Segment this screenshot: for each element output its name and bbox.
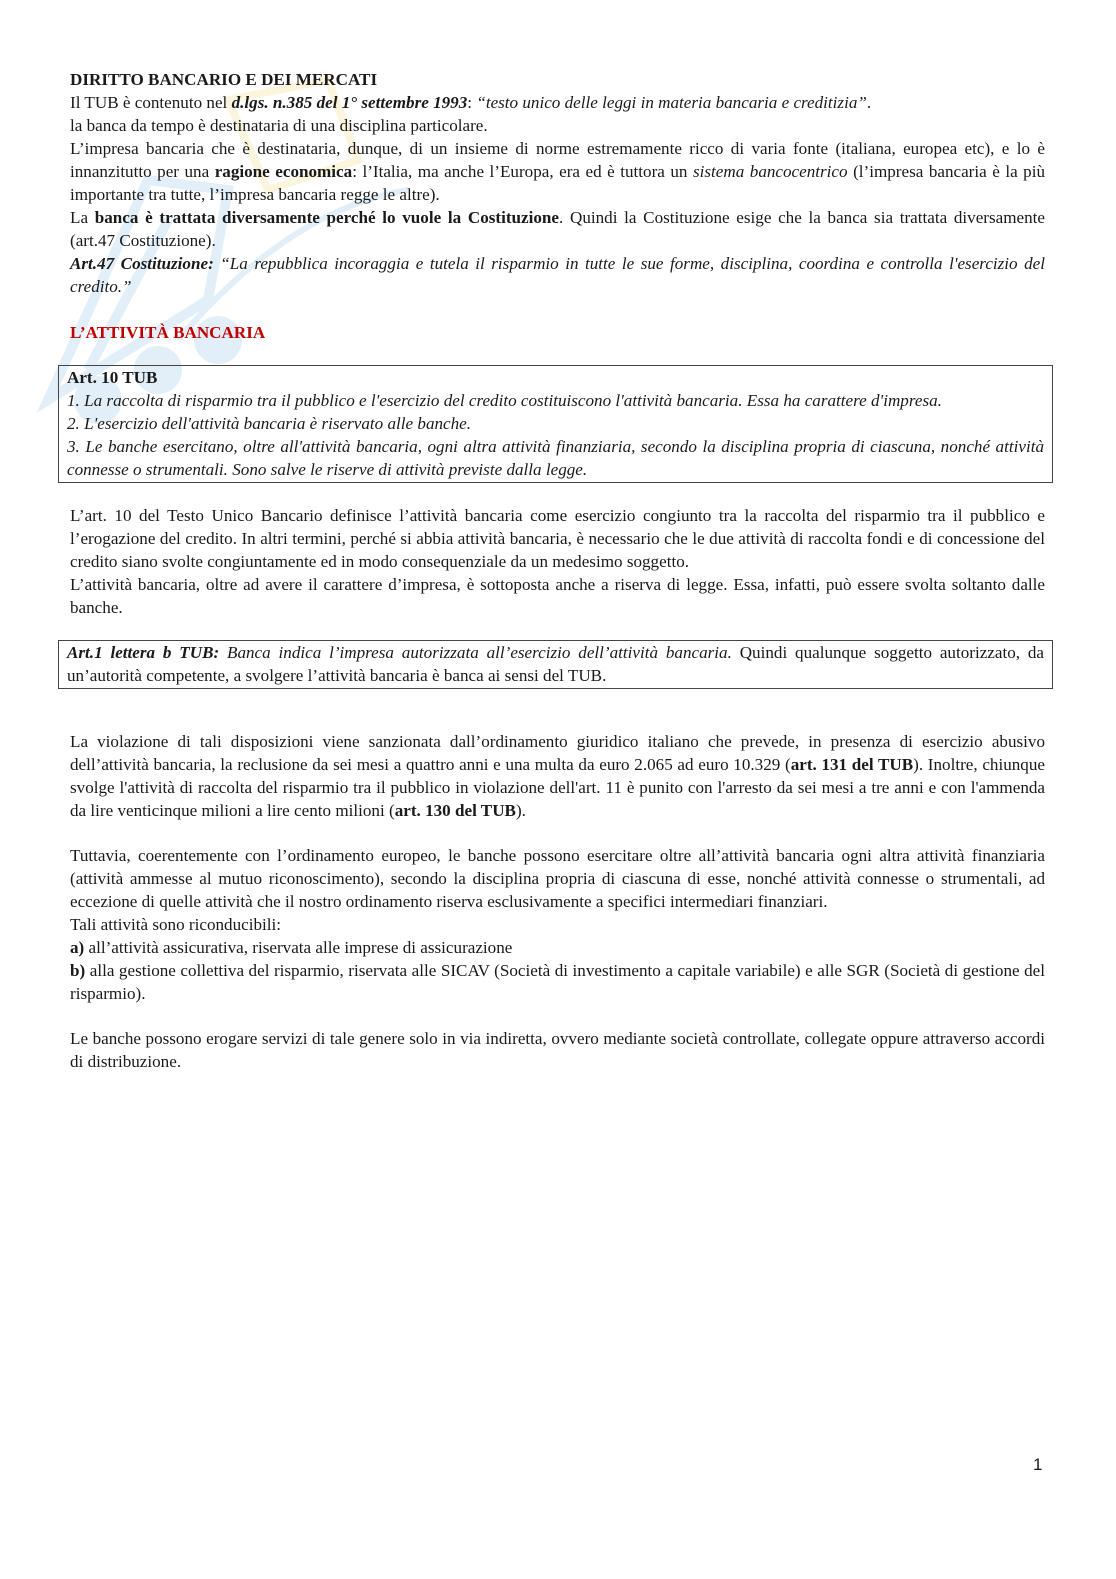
art10-heading: Art. 10 TUB — [67, 368, 158, 387]
list-item-a — [70, 936, 1045, 959]
art10-box — [58, 365, 1053, 483]
text-run: La violazione di tali disposizioni viene sanzionata dall’ordinamento giuridico italiano che prevede, in presenza di esercizio abusivo dell’attività bancaria, la reclusione da sei mesi a quattro anni e una multa da euro 2.065 ad euro 10.329 ( — [70, 732, 1045, 774]
list-text-a: all’attività assicurativa, riservata alle imprese di assicurazione — [84, 938, 513, 957]
text-run: : l’Italia, ma anche l’Europa, era ed è tuttora un — [352, 162, 693, 181]
text-run: (l’impresa bancaria è la più importante tra tutte, l’impresa bancaria regge le altre). — [70, 162, 1046, 204]
art1-text — [67, 641, 1044, 687]
list-label-b: b) — [70, 961, 86, 980]
text-run: . — [866, 93, 872, 112]
body-paragraph-art10: L’art. 10 del Testo Unico Bancario definisce l’attività bancaria come esercizio congiunto tra la raccolta del risparmio tra il pubblico e l’erogazione del credito. In altri termini, perché si abbia attività bancaria, è necessario che le due attività di raccolta fondi e di concessione del credito siano svolte congiuntamente ed in modo consequenziale da un medesimo soggetto. — [70, 506, 1045, 571]
art10-comma-3: 3. Le banche esercitano, oltre all'attività bancaria, ogni altra attività finanziaria, secondo la disciplina propria di ciascuna, nonché attività connesse o strumentali. Sono salve le riserve di attività previste dalla legge. — [67, 437, 1044, 479]
art131-reference: art. 131 del TUB — [790, 755, 914, 774]
page-number: 1 — [1033, 1455, 1043, 1474]
art47-text: “La repubblica incoraggia e tutela il risparmio in tutte le sue forme, disciplina, coordina e controlla l'esercizio del credito.” — [70, 254, 1045, 296]
emphasis-sistema-bancocentrico: sistema bancocentrico — [692, 162, 848, 181]
art1-definition: Banca indica l’impresa autorizzata all’esercizio dell’attività bancaria. — [219, 643, 732, 662]
art47-quote — [70, 252, 1045, 298]
tuttavia-paragraph: Tuttavia, coerentemente con l’ordinamento europeo, le banche possono esercitare oltre all’attività bancaria ogni altra attività finanziaria (attività ammesse al mutuo riconoscimento), secondo la disciplina propria di ciascuna di esse, nonché attività connesse o strumentali, ad eccezione di quelle attività che il nostro ordinamento riserva esclusivamente a specifici intermediari finanziari. — [70, 846, 1045, 911]
art47-label: Art.47 Costituzione: — [70, 254, 214, 273]
text-run: ). — [515, 801, 526, 820]
art130-reference: art. 130 del TUB — [394, 801, 516, 820]
intro-paragraph-impresa — [70, 137, 1045, 206]
emphasis-ragione-economica: ragione economica — [214, 162, 353, 181]
document-title: DIRITTO BANCARIO E DEI MERCATI — [70, 70, 378, 89]
intro-paragraph-discipline: la banca da tempo è destinataria di una disciplina particolare. — [70, 116, 488, 135]
last-paragraph: Le banche possono erogare servizi di tale genere solo in via indiretta, ovvero mediante società controllate, collegate oppure attraverso accordi di distribuzione. — [70, 1029, 1045, 1071]
decree-reference: d.lgs. n.385 del 1° settembre 1993 — [231, 93, 468, 112]
text-run: . Quindi la Costituzione esige che la banca sia trattata diversamente (art.47 Costituzione). — [70, 208, 1045, 250]
list-label-a: a) — [70, 938, 85, 957]
emphasis-costituzione: banca è trattata diversamente perché lo vuole la Costituzione — [94, 208, 560, 227]
intro-paragraph-costituzione — [70, 206, 1045, 252]
art1-comment: Quindi qualunque soggetto autorizzato, da un’autorità competente, a svolgere l’attività bancaria è banca ai sensi del TUB. — [67, 643, 1044, 685]
text-run: Il TUB è contenuto nel — [70, 93, 232, 112]
art10-comma-1: 1. La raccolta di risparmio tra il pubblico e l'esercizio del credito costituiscono l'attività bancaria. Essa ha carattere d'impresa. — [67, 391, 942, 410]
body-paragraph-riserva: L’attività bancaria, oltre ad avere il carattere d’impresa, è sottoposta anche a riserva di legge. Essa, infatti, può essere svolta soltanto dalle banche. — [70, 575, 1045, 617]
section-title: L’ATTIVITÀ BANCARIA — [70, 323, 266, 342]
document-page — [67, 68, 1046, 1073]
violazione-paragraph — [70, 730, 1045, 822]
art1-box — [58, 640, 1053, 689]
tali-attivita-line: Tali attività sono riconducibili: — [70, 915, 282, 934]
text-run: : — [467, 93, 477, 112]
list-text-b: alla gestione collettiva del risparmio, riservata alle SICAV (Società di investimento a capitale variabile) e alle SGR (Società di gestione del risparmio). — [70, 961, 1045, 1003]
intro-paragraph-tub — [70, 91, 1045, 114]
art10-comma-2: 2. L'esercizio dell'attività bancaria è riservato alle banche. — [67, 414, 472, 433]
decree-title-quote: “testo unico delle leggi in materia bancaria e creditizia” — [476, 93, 867, 112]
list-item-b — [70, 959, 1045, 1005]
text-run: La — [70, 208, 95, 227]
text-run: ). Inoltre, chiunque svolge l'attività di raccolta del risparmio tra il pubblico in violazione dell'art. 11 è punito con l'arresto da sei mesi a tre anni e con l'ammenda da lire venticinque milioni a lire cento milioni ( — [70, 755, 1045, 820]
text-run: L’impresa bancaria che è destinataria, dunque, di un insieme di norme estremamente ricco di varia fonte (italiana, europea etc), e lo è innanzitutto per una — [70, 139, 1045, 181]
art1-label: Art.1 lettera b TUB: — [67, 643, 220, 662]
